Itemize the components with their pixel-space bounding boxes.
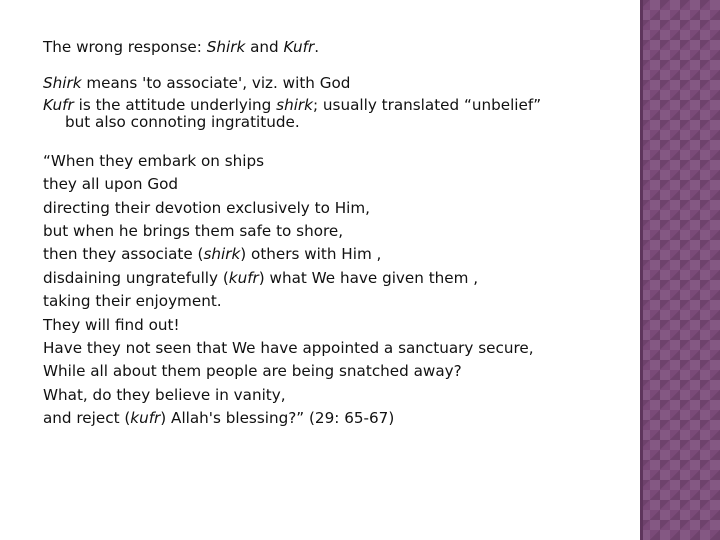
verse-text: disdaining ungratefully ( (43, 268, 229, 287)
definition-text: ; usually translated “unbelief” (312, 95, 542, 114)
verse-line: “When they embark on ships (43, 151, 265, 170)
verse-term-shirk: shirk (203, 245, 241, 264)
verse-line: They will find out! (43, 315, 180, 334)
verse-text: then they associate ( (43, 245, 204, 264)
term-kufr: Kufr (43, 95, 74, 114)
definition-text: is the attitude underlying (73, 95, 277, 114)
verse-line: What, do they believe in vanity, (43, 385, 286, 404)
title-term-shirk: Shirk (206, 38, 246, 56)
verse-text: ) what We have given them , (258, 268, 479, 287)
verse-line: Have they not seen that We have appointed a sanctuary secure, (43, 339, 534, 358)
term-shirk: Shirk (43, 74, 82, 93)
verse-text: ) others with Him , (240, 245, 382, 264)
verse-line: directing their devotion exclusively to Him, (43, 198, 370, 217)
verse-quote (43, 150, 633, 431)
slide-title (43, 36, 633, 59)
side-panel-edge (640, 0, 643, 540)
title-text: . (314, 38, 320, 56)
verse-line: but when he brings them safe to shore, (43, 222, 344, 241)
term-shirk: shirk (276, 95, 313, 114)
verse-text: and reject ( (43, 409, 131, 428)
verse-term-kufr: kufr (130, 409, 161, 428)
definition-kufr-continued: but also connoting ingratitude. (65, 112, 300, 131)
title-text: The wrong response: (43, 38, 207, 56)
verse-term-kufr: kufr (228, 268, 259, 287)
title-text: and (245, 38, 284, 56)
definition-text: means 'to associate', viz. with God (81, 74, 351, 93)
verse-line (43, 267, 633, 290)
verse-text: ) Allah's blessing?” (29: 65-67) (160, 409, 395, 428)
verse-line (43, 407, 633, 430)
slide-body (43, 36, 633, 431)
definitions (43, 72, 633, 129)
verse-line: they all upon God (43, 175, 179, 194)
decorative-side-panel (640, 0, 720, 540)
title-term-kufr: Kufr (283, 38, 315, 56)
verse-line: taking their enjoyment. (43, 292, 222, 311)
verse-line (43, 243, 633, 266)
verse-line: While all about them people are being snatched away? (43, 362, 462, 381)
definition-shirk (43, 72, 633, 95)
definition-kufr (43, 96, 633, 114)
